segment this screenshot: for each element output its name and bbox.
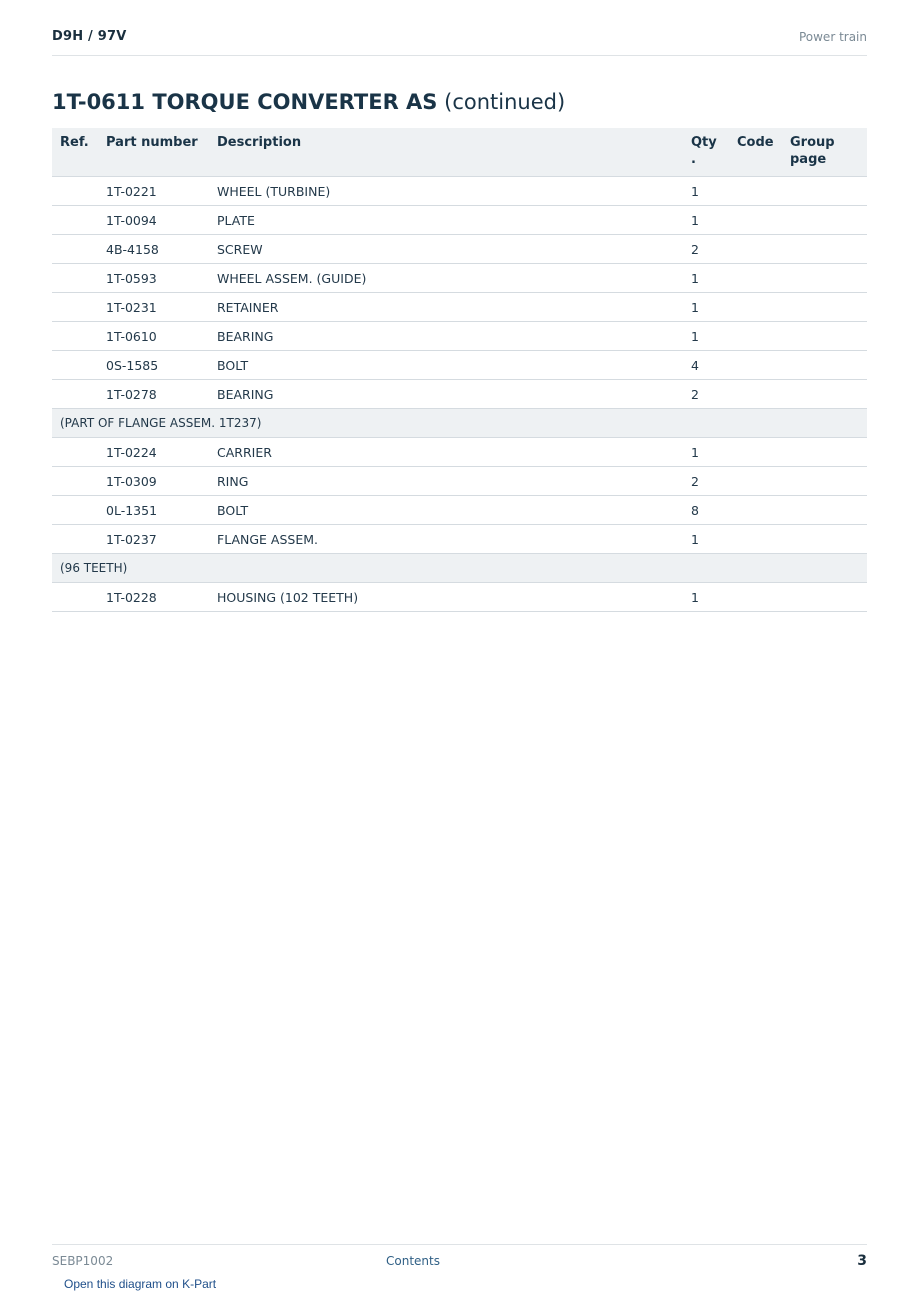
- section-label: Power train: [798, 30, 867, 44]
- cell-code: [729, 322, 782, 351]
- cell-description: RING: [209, 467, 683, 496]
- cell-ref: [52, 206, 98, 235]
- column-header-qty-line1: Qty: [691, 135, 717, 150]
- cell-description: CARRIER: [209, 438, 683, 467]
- table-row: [52, 467, 867, 496]
- page-number: 3: [857, 1253, 867, 1269]
- cell-part-number: 4B-4158: [98, 235, 209, 264]
- page-title-main: 1T-0611 TORQUE CONVERTER AS: [52, 90, 438, 114]
- cell-group-page: [782, 380, 867, 409]
- cell-part-number: 1T-0610: [98, 322, 209, 351]
- kpart-diagram-link[interactable]: Open this diagram on K-Part: [64, 1277, 217, 1291]
- cell-ref: [52, 177, 98, 206]
- table-row: [52, 583, 867, 612]
- column-header-group-page-line2: page: [790, 152, 827, 167]
- cell-group-page: [782, 467, 867, 496]
- cell-description: WHEEL ASSEM. (GUIDE): [209, 264, 683, 293]
- note-text: (96 TEETH): [52, 554, 867, 583]
- cell-qty: 8: [683, 496, 729, 525]
- cell-part-number: 1T-0224: [98, 438, 209, 467]
- cell-ref: [52, 235, 98, 264]
- cell-description: BEARING: [209, 380, 683, 409]
- cell-group-page: [782, 438, 867, 467]
- cell-qty: 1: [683, 177, 729, 206]
- table-row: [52, 177, 867, 206]
- cell-qty: 4: [683, 351, 729, 380]
- note-row: [52, 409, 867, 438]
- cell-ref: [52, 496, 98, 525]
- cell-description: BOLT: [209, 351, 683, 380]
- cell-part-number: 1T-0278: [98, 380, 209, 409]
- page-title-suffix: (continued): [444, 90, 566, 114]
- cell-qty: 1: [683, 438, 729, 467]
- cell-qty: 1: [683, 322, 729, 351]
- table-row: [52, 380, 867, 409]
- cell-code: [729, 496, 782, 525]
- cell-ref: [52, 438, 98, 467]
- column-header-qty: [683, 128, 729, 177]
- table-row: [52, 264, 867, 293]
- cell-part-number: 1T-0228: [98, 583, 209, 612]
- cell-group-page: [782, 177, 867, 206]
- cell-description: RETAINER: [209, 293, 683, 322]
- column-header-group-page-line1: Group: [790, 135, 835, 150]
- cell-qty: 2: [683, 235, 729, 264]
- cell-part-number: 1T-0237: [98, 525, 209, 554]
- parts-table-body: [52, 177, 867, 612]
- cell-ref: [52, 264, 98, 293]
- table-row: [52, 438, 867, 467]
- table-row: [52, 351, 867, 380]
- cell-code: [729, 467, 782, 496]
- cell-code: [729, 293, 782, 322]
- cell-part-number: 1T-0309: [98, 467, 209, 496]
- cell-part-number: 0S-1585: [98, 351, 209, 380]
- cell-group-page: [782, 235, 867, 264]
- cell-ref: [52, 525, 98, 554]
- cell-code: [729, 583, 782, 612]
- model-label: D9H / 97V: [52, 29, 127, 44]
- cell-code: [729, 177, 782, 206]
- cell-code: [729, 235, 782, 264]
- cell-description: PLATE: [209, 206, 683, 235]
- cell-part-number: 1T-0094: [98, 206, 209, 235]
- cell-group-page: [782, 496, 867, 525]
- cell-qty: 2: [683, 380, 729, 409]
- cell-ref: [52, 583, 98, 612]
- cell-qty: 2: [683, 467, 729, 496]
- cell-part-number: 1T-0593: [98, 264, 209, 293]
- cell-ref: [52, 351, 98, 380]
- cell-code: [729, 264, 782, 293]
- cell-group-page: [782, 351, 867, 380]
- cell-group-page: [782, 322, 867, 351]
- cell-description: BOLT: [209, 496, 683, 525]
- cell-qty: 1: [683, 525, 729, 554]
- cell-description: BEARING: [209, 322, 683, 351]
- table-row: [52, 206, 867, 235]
- cell-description: FLANGE ASSEM.: [209, 525, 683, 554]
- cell-group-page: [782, 264, 867, 293]
- note-row: [52, 554, 867, 583]
- page-footer: [52, 1244, 867, 1275]
- cell-description: SCREW: [209, 235, 683, 264]
- cell-qty: 1: [683, 264, 729, 293]
- cell-qty: 1: [683, 583, 729, 612]
- column-header-group-page: [782, 128, 867, 177]
- cell-part-number: 1T-0231: [98, 293, 209, 322]
- column-header-code: Code: [729, 128, 782, 177]
- cell-part-number: 0L-1351: [98, 496, 209, 525]
- page-title: [52, 90, 565, 114]
- cell-code: [729, 380, 782, 409]
- table-row: [52, 525, 867, 554]
- cell-description: HOUSING (102 TEETH): [209, 583, 683, 612]
- column-header-description: Description: [209, 128, 683, 177]
- cell-ref: [52, 380, 98, 409]
- column-header-ref: Ref.: [52, 128, 98, 177]
- cell-code: [729, 525, 782, 554]
- column-header-qty-line2: .: [691, 152, 696, 167]
- cell-code: [729, 438, 782, 467]
- cell-ref: [52, 293, 98, 322]
- cell-code: [729, 206, 782, 235]
- cell-qty: 1: [683, 206, 729, 235]
- column-header-part-number: Part number: [98, 128, 209, 177]
- document-id: SEBP1002: [52, 1254, 114, 1268]
- cell-ref: [52, 467, 98, 496]
- cell-code: [729, 351, 782, 380]
- cell-qty: 1: [683, 293, 729, 322]
- table-row: [52, 496, 867, 525]
- table-row: [52, 235, 867, 264]
- cell-ref: [52, 322, 98, 351]
- cell-description: WHEEL (TURBINE): [209, 177, 683, 206]
- cell-group-page: [782, 293, 867, 322]
- parts-table-header: [52, 128, 867, 177]
- table-row: [52, 293, 867, 322]
- note-text: (PART OF FLANGE ASSEM. 1T237): [52, 409, 867, 438]
- parts-table: [52, 128, 867, 612]
- cell-part-number: 1T-0221: [98, 177, 209, 206]
- contents-link[interactable]: Contents: [386, 1254, 440, 1268]
- cell-group-page: [782, 583, 867, 612]
- cell-group-page: [782, 525, 867, 554]
- cell-group-page: [782, 206, 867, 235]
- page-header: [52, 29, 867, 56]
- table-row: [52, 322, 867, 351]
